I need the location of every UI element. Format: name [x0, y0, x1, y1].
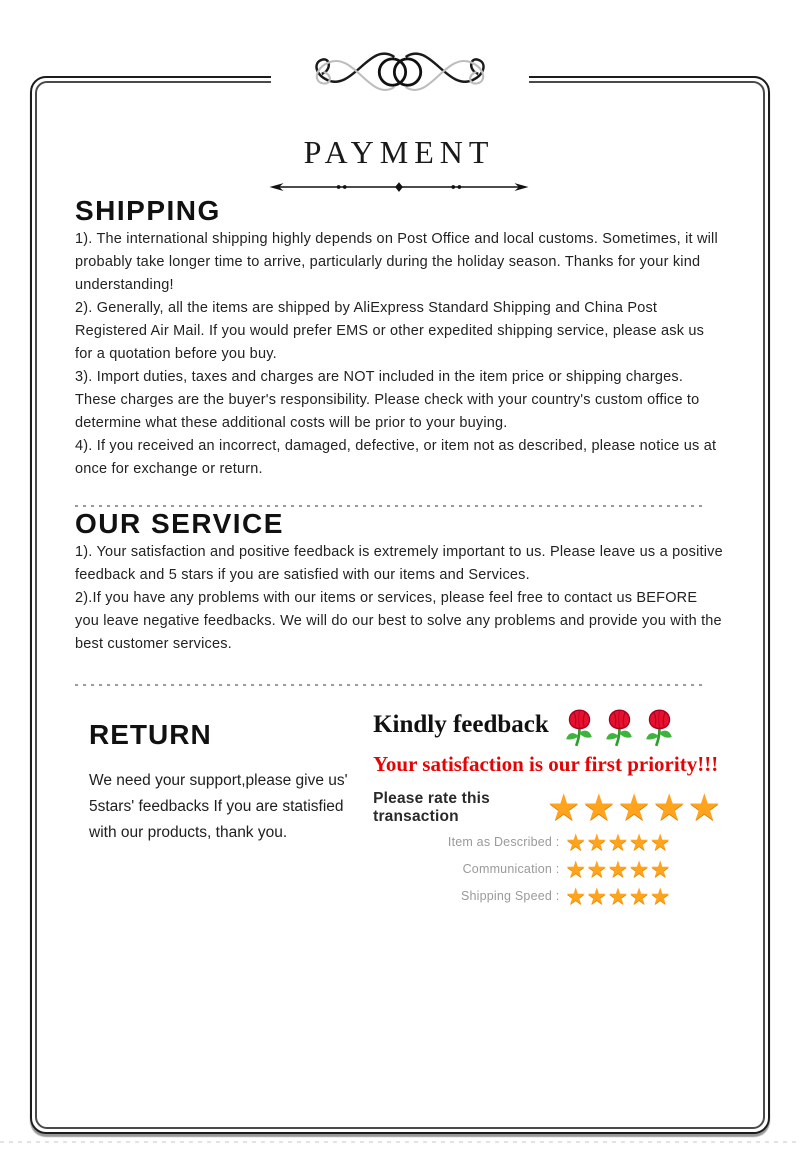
five-star-rating-icon: ★★★★★ — [565, 856, 671, 882]
shipping-paragraph-3: 3). Import duties, taxes and charges are NOT included in the item price or shipping charges. These charges are the buyer's responsibility. Please check with your country's custom office to determine what these additional costs will be prior to your buying. — [75, 369, 700, 431]
return-heading: RETURN — [89, 719, 212, 750]
feedback-section — [373, 710, 723, 908]
rose-icon — [645, 708, 674, 748]
rating-row-shipping-speed — [373, 884, 723, 908]
rate-transaction-label: Please rate this transaction — [373, 790, 491, 825]
service-section — [75, 507, 723, 656]
return-line-3: with our products, thank you. — [89, 824, 288, 841]
service-paragraph-2: 2).If you have any problems with our items or services, please feel free to contact us BEFORE you leave negative feedbacks. We will do our best to solve any problems and provide you with the best customer services. — [75, 590, 722, 652]
rose-icon — [605, 708, 634, 748]
page-content — [75, 76, 723, 908]
return-line-2: 5stars' feedbacks If you are statisfied — [89, 798, 344, 815]
service-heading: OUR SERVICE — [75, 508, 284, 539]
section-divider — [75, 684, 704, 686]
return-line-1: We need your support,please give us' — [89, 772, 348, 789]
rate-transaction-row — [373, 789, 723, 827]
return-text — [89, 768, 373, 846]
bottom-faint-divider — [0, 1141, 800, 1143]
rating-category-label: Shipping Speed : — [460, 889, 560, 903]
rose-icon — [565, 708, 594, 748]
five-star-rating-icon: ★★★★★ — [547, 787, 723, 828]
rose-icons-group — [565, 708, 674, 748]
rating-category-label: Communication : — [462, 862, 560, 876]
kindly-feedback-title: Kindly feedback — [373, 711, 549, 738]
priority-slogan: Your satisfaction is our first priority!!! — [373, 752, 719, 776]
rating-row-item-described — [373, 830, 723, 854]
return-section — [75, 710, 373, 908]
five-star-rating-icon: ★★★★★ — [565, 829, 671, 855]
shipping-section — [75, 194, 723, 481]
shipping-heading: SHIPPING — [75, 195, 221, 226]
service-paragraph-1: 1). Your satisfaction and positive feedback is extremely important to us. Please leave us a positive feedback and 5 stars if you are satisfied with our items and Services. — [75, 544, 723, 583]
page-title: PAYMENT — [303, 134, 495, 170]
bottom-row — [75, 710, 723, 908]
shipping-paragraph-2: 2). Generally, all the items are shipped by AliExpress Standard Shipping and China Post Registered Air Mail. If you would prefer EMS or other expedited shipping service, please ask us for a quotation before you buy. — [75, 300, 705, 362]
rating-category-label: Item as Described : — [447, 835, 560, 849]
five-star-rating-icon: ★★★★★ — [565, 883, 671, 909]
shipping-paragraph-4: 4). If you received an incorrect, damaged, defective, or item not as described, please notice us at once for exchange or return. — [75, 438, 717, 477]
kindly-feedback-row — [373, 710, 723, 752]
rating-row-communication — [373, 857, 723, 881]
arrow-divider-icon — [249, 180, 549, 194]
shipping-paragraph-1: 1). The international shipping highly depends on Post Office and local customs. Sometimes, it will probably take longer time to arrive, particularly during the holiday season. Thanks for your kind understanding! — [75, 231, 718, 293]
